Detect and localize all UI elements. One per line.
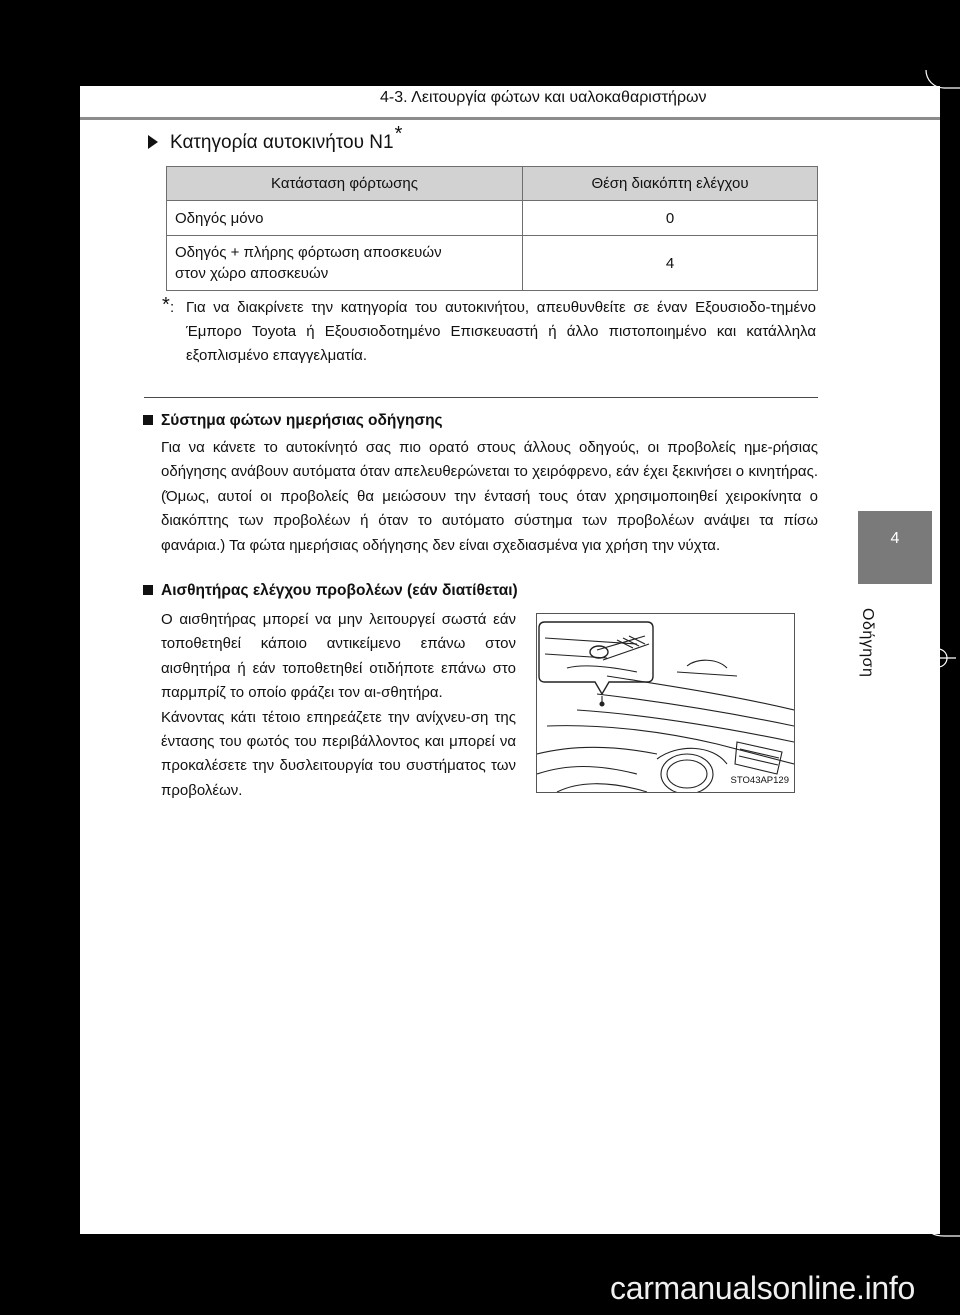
table-cell-position: 0 bbox=[523, 201, 818, 236]
sensor-heading bbox=[143, 579, 518, 603]
load-condition-table bbox=[166, 166, 818, 291]
square-bullet-icon bbox=[143, 415, 153, 425]
running-header: 4-3. Λειτουργία φώτων και υαλοκαθαριστήρων bbox=[380, 89, 707, 106]
manual-page bbox=[80, 86, 940, 1234]
section-title-text: Κατηγορία αυτοκινήτου N1 bbox=[170, 132, 394, 153]
chapter-number: 4 bbox=[890, 530, 900, 547]
table-header-row bbox=[167, 167, 818, 201]
table-cell-condition-line: Οδηγός + πλήρης φόρτωση αποσκευών bbox=[175, 244, 442, 261]
chapter-label: Οδήγηση bbox=[859, 608, 876, 678]
table-cell-condition-line: στον χώρο αποσκευών bbox=[175, 265, 329, 282]
triangle-bullet-icon bbox=[148, 135, 158, 149]
sensor-paragraph-1: Ο αισθητήρας μπορεί να μην λειτουργεί σωστά εάν τοποθετηθεί κάποιο αντικείμενο επάνω στον αισθητήρα ή εάν τοποθετηθεί οτιδήποτε επάνω στο παρμπρίζ το οποίο φράζει τον αι-σθητήρα. bbox=[161, 611, 516, 702]
sensor-paragraph-2: Κάνοντας κάτι τέτοιο επηρεάζετε την ανίχνευ-ση της έντασης του φωτός του περιβάλλοντος και μπορεί να προκαλέσετε την δυσλειτουργία του συστήματος των προβολέων. bbox=[161, 708, 516, 799]
sensor-heading-text: Αισθητήρας ελέγχου προβολέων (εάν διατίθεται) bbox=[161, 582, 518, 599]
section-title bbox=[148, 123, 403, 158]
square-bullet-icon bbox=[143, 585, 153, 595]
sensor-paragraph bbox=[161, 608, 516, 803]
crop-mark-bottom-right bbox=[920, 1210, 960, 1250]
footnote bbox=[162, 294, 816, 368]
footnote-text: Για να διακρίνετε την κατηγορία του αυτοκινήτου, απευθυνθείτε σε έναν Εξουσιοδο-τημένο Έμπορο Toyota ή Εξουσιοδοτημένο Επισκευαστή ή άλλο πιστοποιημένο και κατάλληλα εξοπλισμένο επαγγελματία. bbox=[186, 299, 816, 364]
drl-heading-text: Σύστημα φώτων ημερήσιας οδήγησης bbox=[161, 412, 443, 429]
footnote-colon: : bbox=[170, 299, 175, 316]
table-cell-condition bbox=[167, 236, 523, 291]
crop-mark-top-right bbox=[920, 70, 960, 110]
table-cell-position: 4 bbox=[523, 236, 818, 291]
dashboard-sensor-drawing bbox=[537, 614, 794, 792]
section-title-asterisk: * bbox=[394, 123, 403, 145]
table-header-cell: Θέση διακόπτη ελέγχου bbox=[523, 167, 818, 201]
table-row bbox=[167, 236, 818, 291]
table-header-cell: Κατάσταση φόρτωσης bbox=[167, 167, 523, 201]
drl-heading bbox=[143, 409, 443, 433]
table-cell-condition: Οδηγός μόνο bbox=[167, 201, 523, 236]
table-row bbox=[167, 201, 818, 236]
site-watermark: carmanualsonline.info bbox=[610, 1270, 915, 1306]
footnote-asterisk: * bbox=[162, 294, 170, 316]
header-rule bbox=[80, 117, 940, 120]
drl-paragraph: Για να κάνετε το αυτοκίνητό σας πιο ορατό στους άλλους οδηγούς, οι προβολείς ημε-ρήσιας οδήγησης ανάβουν αυτόματα όταν απελευθερώνεται το χειρόφρενο, εάν έχει ξεκινήσει ο κινητήρας. (Όμως, αυτοί οι προβολείς θα μειώσουν την έντασή τους όταν χρησιμοποιηθεί χειροκίνητα ο διακόπτης των προβολέων ή όταν το αυτόματο σύστημα των προβολέων ανάψει τα πίσω φανάρια.) Τα φώτα ημερήσιας οδήγησης δεν είναι σχεδιασμένα για χρήση την νύχτα. bbox=[161, 439, 818, 554]
sensor-illustration bbox=[536, 613, 795, 793]
section-divider bbox=[144, 397, 818, 398]
figure-caption: STO43AP129 bbox=[730, 775, 789, 786]
registration-mark-icon bbox=[920, 640, 960, 676]
